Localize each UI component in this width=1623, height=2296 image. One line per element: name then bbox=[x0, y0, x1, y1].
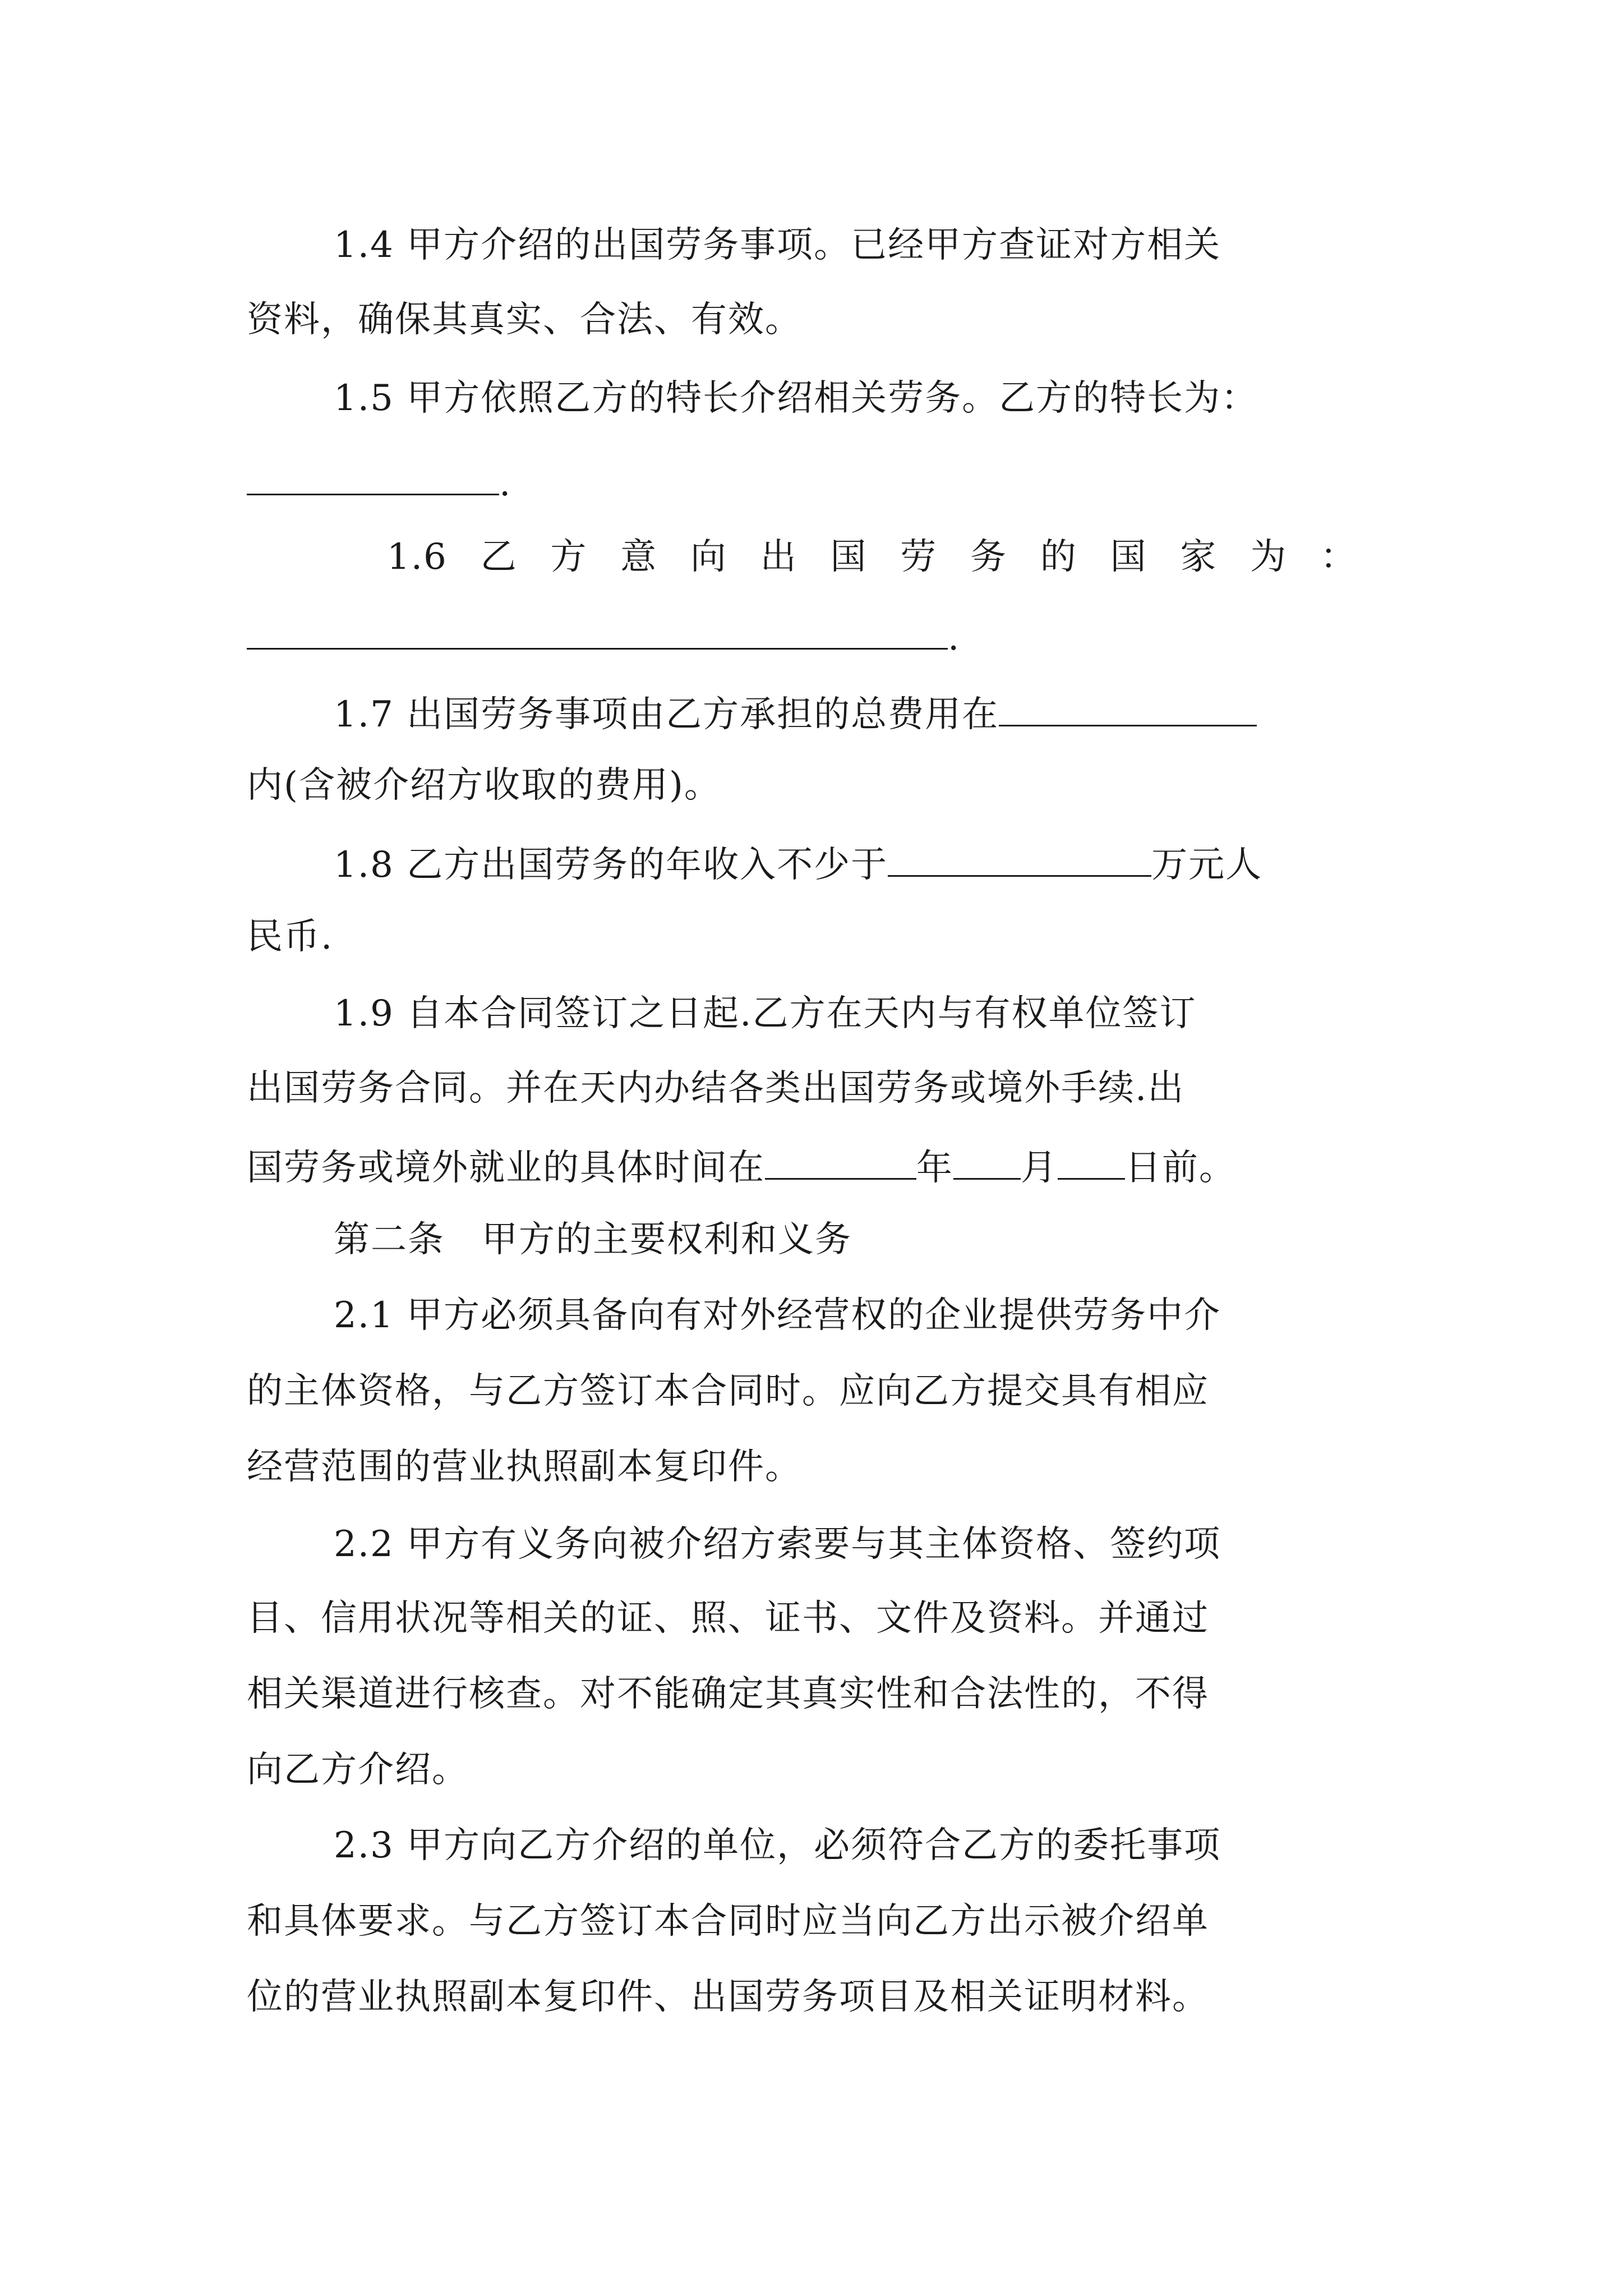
month-label: 月 bbox=[1021, 1147, 1058, 1189]
clause-1-6-char: 向 bbox=[690, 536, 727, 578]
clause-1-9-line-1: 1.9 自本合同签订之日起.乙方在天内与有权单位签订 bbox=[334, 993, 1197, 1034]
clause-1-7-line-1 bbox=[334, 685, 1391, 736]
clause-1-6-char: 乙 bbox=[480, 536, 518, 578]
clause-1-6-char: 家 bbox=[1180, 536, 1218, 578]
clause-1-6-char: 务 bbox=[970, 536, 1008, 578]
clause-2-3-line-2: 和具体要求。与乙方签订本合同时应当向乙方出示被介绍单 bbox=[247, 1901, 1209, 1942]
clause-2-2-line-2: 目、信用状况等相关的证、照、证书、文件及资料。并通过 bbox=[247, 1598, 1209, 1639]
clause-1-4-line-2: 资料，确保其真实、合法、有效。 bbox=[247, 299, 802, 341]
clause-1-6-char: 方 bbox=[550, 536, 588, 578]
clause-1-8-line-1 bbox=[334, 836, 1391, 886]
clause-2-1-line-2: 的主体资格，与乙方签订本合同时。应向乙方提交具有相应 bbox=[247, 1370, 1209, 1412]
total-fee-blank bbox=[999, 685, 1257, 726]
specialty-blank bbox=[247, 454, 499, 495]
country-blank bbox=[247, 609, 948, 650]
clause-1-7-line-2: 内(含被介绍方收取的费用)。 bbox=[247, 765, 721, 806]
clause-1-6-period: . bbox=[948, 617, 961, 659]
article-2-heading: 第二条 甲方的主要权利和义务 bbox=[334, 1219, 852, 1260]
clause-1-8-text: 1.8 乙方出国劳务的年收入不少于 bbox=[334, 844, 888, 886]
clause-2-1-line-3: 经营范围的营业执照副本复印件。 bbox=[247, 1446, 802, 1488]
day-blank bbox=[1058, 1139, 1125, 1180]
clause-1-5-line-1: 1.5 甲方依照乙方的特长介绍相关劳务。乙方的特长为： bbox=[334, 378, 1258, 419]
clause-1-6-char: 1.6 bbox=[387, 536, 448, 578]
clause-1-5-period: . bbox=[499, 463, 512, 504]
clause-2-3-line-1: 2.3 甲方向乙方介绍的单位，必须符合乙方的委托事项 bbox=[334, 1825, 1221, 1866]
day-label: 日前。 bbox=[1125, 1147, 1236, 1189]
clause-1-6-char: 劳 bbox=[900, 536, 938, 578]
clause-1-6-line-1 bbox=[387, 532, 1357, 582]
clause-1-6-char: ： bbox=[1320, 536, 1357, 578]
clause-1-9-line-2: 出国劳务合同。并在天内办结各类出国劳务或境外手续.出 bbox=[247, 1068, 1185, 1109]
clause-1-6-line-2 bbox=[247, 609, 1391, 659]
annual-income-blank bbox=[888, 836, 1151, 877]
clause-1-8-unit: 万元人 bbox=[1151, 844, 1263, 886]
year-label: 年 bbox=[916, 1147, 953, 1189]
clause-1-6-char: 为 bbox=[1250, 536, 1288, 578]
clause-1-6-char: 出 bbox=[760, 536, 797, 578]
clause-1-4-line-1: 1.4 甲方介绍的出国劳务事项。已经甲方查证对方相关 bbox=[334, 224, 1221, 266]
clause-2-2-line-4: 向乙方介绍。 bbox=[247, 1749, 469, 1791]
clause-2-1-line-1: 2.1 甲方必须具备向有对外经营权的企业提供劳务中介 bbox=[334, 1295, 1221, 1336]
clause-1-5-line-2 bbox=[247, 454, 1391, 505]
clause-1-7-text: 1.7 出国劳务事项由乙方承担的总费用在 bbox=[334, 694, 999, 735]
clause-2-2-line-3: 相关渠道进行核查。对不能确定其真实性和合法性的，不得 bbox=[247, 1673, 1209, 1715]
clause-2-2-line-1: 2.2 甲方有义务向被介绍方索要与其主体资格、签约项 bbox=[334, 1524, 1221, 1565]
clause-1-6-char: 的 bbox=[1040, 536, 1077, 578]
month-blank bbox=[953, 1139, 1021, 1180]
year-blank bbox=[765, 1139, 916, 1180]
clause-1-9-text: 国劳务或境外就业的具体时间在 bbox=[247, 1147, 765, 1189]
clause-2-3-line-3: 位的营业执照副本复印件、出国劳务项目及相关证明材料。 bbox=[247, 1976, 1209, 2018]
clause-1-6-char: 意 bbox=[620, 536, 658, 578]
clause-1-6-char: 国 bbox=[830, 536, 868, 578]
clause-1-8-line-2: 民币. bbox=[247, 916, 334, 958]
clause-1-6-char: 国 bbox=[1110, 536, 1147, 578]
clause-1-9-line-3 bbox=[247, 1139, 1391, 1189]
